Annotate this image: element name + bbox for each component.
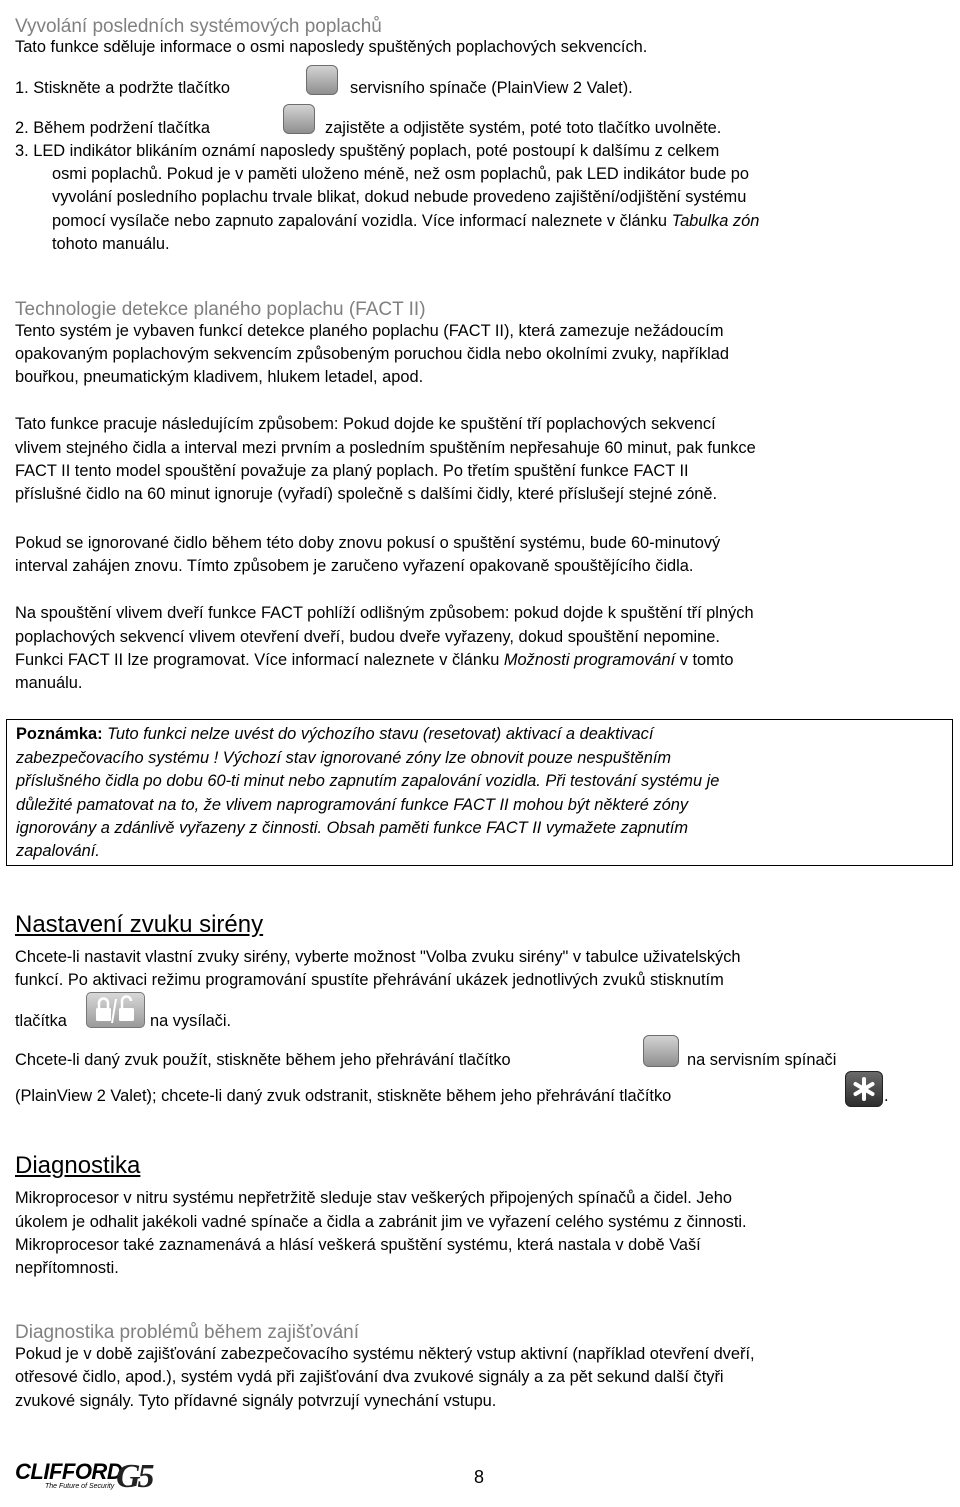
asterisk-icon [846,1072,882,1106]
service-button-icon [283,104,315,134]
step-3-line-1: 3. LED indikátor blikáním oznámí naposledy spuštěný poplach, poté postoupí k dalšímu z celkem [15,142,720,160]
fact-p4-l3 [15,649,733,672]
diag-l1: Mikroprocesor v nitru systému nepřetržitě sleduje stav veškerých připojených spínačů a čidel. Jeho [15,1189,732,1207]
section-title-arming-diagnostics: Diagnostika problémů během zajišťování [15,1321,360,1343]
step-1-text-b: servisního spínače (PlainView 2 Valet). [350,79,633,97]
step-3-line-2: osmi poplachů. Pokud je v paměti uloženo méně, než osm poplachů, pak LED indikátor bude po [52,165,750,183]
page-number: 8 [474,1467,485,1487]
star-button-icon [845,1071,883,1107]
note-line-1-text: Tuto funkci nelze uvést do výchozího stavu (resetovat) aktivací a deaktivací [102,725,654,743]
service-button-icon [643,1035,679,1067]
step-1-text-a: 1. Stiskněte a podržte tlačítko [15,79,231,97]
fact-p4-l3-text: Funkci FACT II lze programovat. Více informací naleznete v článku [15,651,504,669]
programming-options-reference: Možnosti programování [503,651,676,669]
siren-l5-b: . [884,1087,889,1105]
note-line-5: ignorovány a zdánlivě vyřazeny z činnosti. Obsah paměti funkce FACT II vymažete zapnutím [16,819,689,837]
fact-p2-l3: FACT II tento model spouštění považuje za planý poplach. Po třetím spuštění funkce FACT II [15,462,689,480]
step-2-text-a: 2. Během podržení tlačítka [15,119,210,137]
step-3-line-4 [52,210,759,233]
fact-p1-l3: bouřkou, pneumatickým kladivem, hlukem letadel, apod. [15,368,424,386]
service-button-icon [306,65,338,95]
section-title-diagnostics: Diagnostika [15,1151,141,1179]
step-3-line-4-text: pomocí vysílače nebo zapnuto zapalování vozidla. Více informací naleznete v článku [52,212,672,230]
section-title-fact: Technologie detekce planého poplachu (FACT II) [15,298,426,320]
siren-l4-a: Chcete-li daný zvuk použít, stiskněte během jeho přehrávání tlačítko [15,1051,511,1069]
note-box [6,719,953,866]
g5-logo-mark: G5 [116,1458,152,1495]
lock-unlock-icon [87,993,144,1027]
note-line-4: důležité pamatovat na to, že vlivem naprogramování funkce FACT II mohou být některé zóny [16,796,689,814]
fact-p4-l4: manuálu. [15,674,83,692]
fact-p2-l2: vlivem stejného čidla a interval mezi prvním a posledním spuštěním nepřesahuje 60 minut, pak funkce [15,439,756,457]
note-line-1 [16,723,653,746]
fact-p2-l4: příslušné čidlo na 60 minut ignoruje (vyřadí) společně s dalšími čidly, které příslušejí stejné zóně. [15,485,718,503]
clifford-logo [15,1461,122,1491]
siren-l5-a: (PlainView 2 Valet); chcete-li daný zvuk odstranit, stiskněte během jeho přehrávání tlačítko [15,1087,672,1105]
section-title-siren: Nastavení zvuku sirény [15,910,264,938]
step-3-line-3: vyvolání posledního poplachu trvale blikat, dokud nebude provedeno zajištění/odjištění systému [52,188,747,206]
arming-l3: zvukové signály. Tyto přídavné signály potvrzují vynechání vstupu. [15,1392,497,1410]
fact-p4-l2: poplachových sekvencí vlivem otevření dveří, budou dveře vyřazeny, dokud spouštění nepomine. [15,628,720,646]
fact-p1-l2: opakovaným poplachovým sekvencím způsobeným poruchou čidla nebo okolními zvuky, například [15,345,729,363]
zone-table-reference: Tabulka zón [671,212,760,230]
siren-l1: Chcete-li nastavit vlastní zvuky sirény, vyberte možnost "Volba zvuku sirény" v tabulce uživatelských [15,948,741,966]
fact-p4-l3-tail: v tomto [675,651,734,669]
siren-l2: funkcí. Po aktivaci režimu programování spustíte přehrávání ukázek jednotlivých zvuků stisknutím [15,971,724,989]
fact-p4-l1: Na spouštění vlivem dveří funkce FACT pohlíží odlišným způsobem: pokud dojde k spuštění tří plných [15,604,754,622]
note-line-2: zabezpečovacího systému ! Výchozí stav ignorované zóny lze obnovit pouze nespuštěním [16,749,672,767]
step-1-text [15,77,230,100]
logo-text: CLIFFORD [15,1459,123,1484]
diag-l3: Mikroprocesor také zaznamenává a hlásí veškerá spuštění systému, která nastala v době Vaší [15,1236,701,1254]
fact-p3-l2: interval zahájen znovu. Tímto způsobem je zaručeno vyřazení opakovaně spouštějícího čidla. [15,557,694,575]
siren-l3-b: na vysílači. [150,1012,232,1030]
arming-l2: otřesové čidlo, apod.), systém vydá při zajišťování dva zvukové signály a za pět sekund další čtyři [15,1368,724,1386]
note-line-3: příslušného čidla po dobu 60-ti minut nebo zapnutím zapalování vozidla. Při testování systému je [16,772,720,790]
note-label: Poznámka: [16,725,103,743]
step-2-text-b: zajistěte a odjistěte systém, poté toto tlačítko uvolněte. [325,119,722,137]
fact-p3-l1: Pokud se ignorované čidlo během této doby znovu pokusí o spuštění systému, bude 60-minutový [15,534,721,552]
fact-p2-l1: Tato funkce pracuje následujícím způsobem: Pokud dojde ke spuštění tří poplachových sekvencí [15,415,716,433]
intro-text: Tato funkce sděluje informace o osmi naposledy spuštěných poplachových sekvencích. [15,38,648,56]
siren-l3-a: tlačítka [15,1012,67,1030]
diag-l4: nepřítomnosti. [15,1259,119,1277]
diag-l2: úkolem je odhalit jakékoli vadné spínače a čidla a zabránit jim ve vyřazení celého systému z činnosti. [15,1213,747,1231]
fact-p1-l1: Tento systém je vybaven funkcí detekce planého poplachu (FACT II), která zamezuje nežádoucím [15,322,724,340]
arming-l1: Pokud je v době zajišťování zabezpečovacího systému některý vstup aktivní (například otevření dveří, [15,1345,755,1363]
section-title-alarm-recall: Vyvolání posledních systémových poplachů [15,15,382,37]
lock-unlock-button-icon [86,992,145,1028]
siren-l4-b: na servisním spínači [687,1051,837,1069]
step-3-line-5: tohoto manuálu. [52,235,170,253]
note-line-6: zapalování. [16,842,100,860]
logo-tagline: The Future of Security [45,1483,115,1490]
